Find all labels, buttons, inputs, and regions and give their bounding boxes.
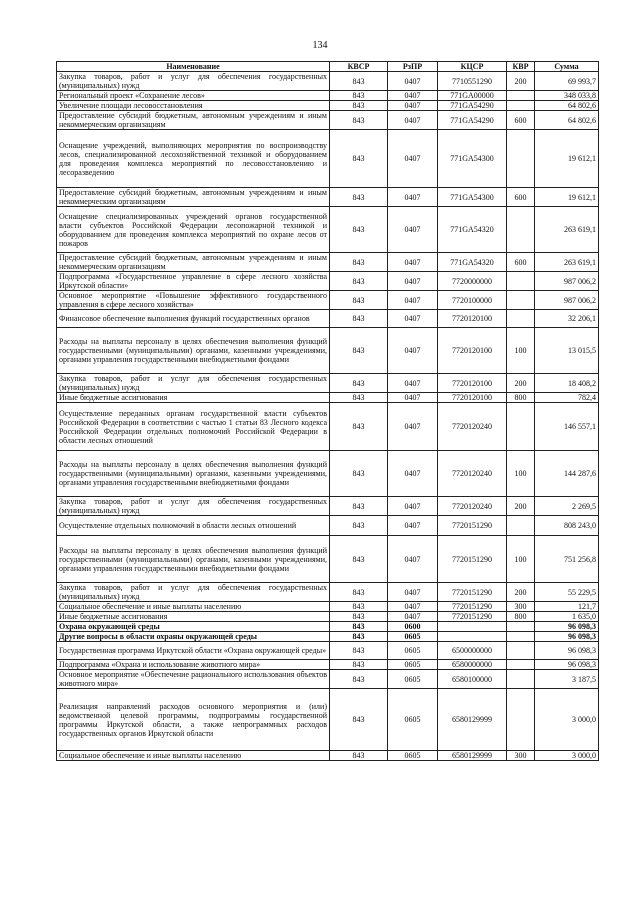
table-row [57, 272, 599, 291]
table-cell-kvsr: 843 [330, 291, 388, 310]
table-cell-kcsr: 771GA00000 [438, 91, 507, 101]
table-cell-kvsr: 843 [330, 130, 388, 188]
table-cell-sum: 987 006,2 [535, 272, 599, 291]
table-cell-sum: 55 229,5 [535, 583, 599, 602]
table-row [57, 632, 599, 642]
table-cell-kvr [507, 403, 535, 451]
table-cell-name: Основное мероприятие «Обеспечение рационального использования объектов животного мира» [57, 670, 330, 689]
table-cell-kcsr: 6580000000 [438, 660, 507, 670]
table-cell-rzpr: 0407 [388, 72, 438, 91]
table-cell-kcsr: 6500000000 [438, 642, 507, 660]
table-cell-sum: 3 000,0 [535, 751, 599, 761]
table-row [57, 101, 599, 111]
table-cell-kcsr: 7720151290 [438, 516, 507, 536]
table-header-row [57, 62, 599, 72]
table-cell-kvsr: 843 [330, 272, 388, 291]
table-cell-kvr: 600 [507, 253, 535, 272]
table-cell-kvr: 300 [507, 602, 535, 612]
table-cell-kvsr: 843 [330, 393, 388, 403]
table-cell-sum: 69 993,7 [535, 72, 599, 91]
table-cell-rzpr: 0407 [388, 374, 438, 393]
table-row [57, 130, 599, 188]
table-cell-sum: 348 033,8 [535, 91, 599, 101]
table-cell-kcsr: 7720151290 [438, 602, 507, 612]
table-cell-sum: 13 015,5 [535, 328, 599, 374]
table-cell-name: Финансовое обеспечение выполнения функций государственных органов [57, 310, 330, 328]
table-cell-rzpr: 0605 [388, 751, 438, 761]
table-cell-rzpr: 0407 [388, 451, 438, 497]
table-cell-rzpr: 0605 [388, 660, 438, 670]
table-row [57, 188, 599, 207]
table-cell-rzpr: 0407 [388, 516, 438, 536]
table-cell-kcsr: 7720151290 [438, 536, 507, 583]
table-row [57, 497, 599, 516]
table-cell-kcsr: 771GA54300 [438, 130, 507, 188]
table-cell-name: Социальное обеспечение и иные выплаты населению [57, 751, 330, 761]
table-cell-rzpr: 0605 [388, 642, 438, 660]
table-cell-sum: 96 098,3 [535, 622, 599, 632]
table-row [57, 374, 599, 393]
table-cell-kvr: 200 [507, 583, 535, 602]
table-cell-rzpr: 0407 [388, 393, 438, 403]
table-cell-kvsr: 843 [330, 660, 388, 670]
table-cell-kcsr: 771GA54300 [438, 188, 507, 207]
table-cell-name: Расходы на выплаты персоналу в целях обеспечения выполнения функций государственными (муниципальными) органами, казенными учреждениями, органами управления государственными внебюджетными фондами [57, 451, 330, 497]
table-cell-kvr [507, 516, 535, 536]
table-row [57, 72, 599, 91]
table-cell-sum: 121,7 [535, 602, 599, 612]
table-cell-kvsr: 843 [330, 111, 388, 130]
table-cell-sum: 146 557,1 [535, 403, 599, 451]
table-row [57, 393, 599, 403]
table-row [57, 602, 599, 612]
table-cell-kcsr: 7720120100 [438, 310, 507, 328]
table-row [57, 516, 599, 536]
table-cell-kcsr: 7720120240 [438, 403, 507, 451]
page-number: 134 [312, 40, 328, 51]
table-cell-kvsr: 843 [330, 583, 388, 602]
table-cell-kvsr: 843 [330, 632, 388, 642]
table-cell-sum: 808 243,0 [535, 516, 599, 536]
table-cell-kvr: 100 [507, 536, 535, 583]
header-kvsr: КВСР [330, 62, 388, 72]
table-cell-kcsr: 7720000000 [438, 272, 507, 291]
table-row [57, 111, 599, 130]
table-cell-rzpr: 0407 [388, 583, 438, 602]
table-cell-kvsr: 843 [330, 188, 388, 207]
table-cell-name: Предоставление субсидий бюджетным, автономным учреждениям и иным некоммерческим организациям [57, 188, 330, 207]
table-cell-kvr: 200 [507, 374, 535, 393]
table-cell-kvsr: 843 [330, 689, 388, 751]
table-cell-name: Увеличение площади лесовосстановления [57, 101, 330, 111]
table-cell-name: Закупка товаров, работ и услуг для обеспечения государственных (муниципальных) нужд [57, 583, 330, 602]
table-cell-kvsr: 843 [330, 374, 388, 393]
table-cell-kcsr: 6580129999 [438, 689, 507, 751]
table-cell-kcsr: 771GA54290 [438, 111, 507, 130]
table-row [57, 670, 599, 689]
table-cell-name: Закупка товаров, работ и услуг для обеспечения государственных (муниципальных) нужд [57, 374, 330, 393]
table-cell-name: Другие вопросы в области охраны окружающей среды [57, 632, 330, 642]
table-cell-name: Расходы на выплаты персоналу в целях обеспечения выполнения функций государственными (муниципальными) органами, казенными учреждениями, органами управления государственными внебюджетными фондами [57, 328, 330, 374]
table-row [57, 689, 599, 751]
table-cell-kvsr: 843 [330, 403, 388, 451]
table-body [57, 72, 599, 761]
table-cell-rzpr: 0605 [388, 632, 438, 642]
table-cell-kvr: 600 [507, 111, 535, 130]
table-cell-sum: 2 269,5 [535, 497, 599, 516]
table-cell-kcsr [438, 622, 507, 632]
table-cell-kvsr: 843 [330, 670, 388, 689]
header-kvr: КВР [507, 62, 535, 72]
table-cell-name: Подпрограмма «Охрана и использование животного мира» [57, 660, 330, 670]
table-cell-name: Государственная программа Иркутской области «Охрана окружающей среды» [57, 642, 330, 660]
table-cell-sum: 3 187,5 [535, 670, 599, 689]
table-cell-name: Подпрограмма «Государственное управление в сфере лесного хозяйства Иркутской области» [57, 272, 330, 291]
table-cell-name: Региональный проект «Сохранение лесов» [57, 91, 330, 101]
table-cell-name: Основное мероприятие «Повышение эффективного государственного управления в сфере лесного хозяйства» [57, 291, 330, 310]
table-cell-kvsr: 843 [330, 451, 388, 497]
table-cell-name: Предоставление субсидий бюджетным, автономным учреждениям и иным некоммерческим организациям [57, 111, 330, 130]
table-cell-kvr [507, 91, 535, 101]
table-cell-name: Закупка товаров, работ и услуг для обеспечения государственных (муниципальных) нужд [57, 72, 330, 91]
table-cell-sum: 144 287,6 [535, 451, 599, 497]
table-cell-sum: 987 006,2 [535, 291, 599, 310]
table-cell-kcsr: 771GA54320 [438, 207, 507, 253]
table-cell-name: Оснащение учреждений, выполняющих мероприятия по воспроизводству лесов, специализированной лесохозяйственной техникой и оборудованием для проведения комплекса мероприятий по лесовосстановлению и лесоразведению [57, 130, 330, 188]
table-row [57, 612, 599, 622]
table-row [57, 660, 599, 670]
budget-table [56, 61, 599, 761]
table-cell-sum: 263 619,1 [535, 207, 599, 253]
table-cell-name: Иные бюджетные ассигнования [57, 612, 330, 622]
table-cell-kvr [507, 632, 535, 642]
table-cell-name: Социальное обеспечение и иные выплаты населению [57, 602, 330, 612]
table-cell-rzpr: 0407 [388, 91, 438, 101]
header-sum: Сумма [535, 62, 599, 72]
table-cell-sum: 64 802,6 [535, 101, 599, 111]
table-cell-rzpr: 0407 [388, 111, 438, 130]
table-cell-kvr: 100 [507, 451, 535, 497]
table-cell-rzpr: 0407 [388, 291, 438, 310]
table-cell-rzpr: 0407 [388, 403, 438, 451]
table-cell-name: Оснащение специализированных учреждений органов государственной власти субъектов Российской Федерации лесопожарной техникой и оборудованием для проведения комплекса мероприятий по охране лесов от пожаров [57, 207, 330, 253]
table-cell-kcsr: 7720120100 [438, 328, 507, 374]
table-cell-rzpr: 0605 [388, 689, 438, 751]
table-cell-kcsr: 7720151290 [438, 612, 507, 622]
table-cell-kvsr: 843 [330, 253, 388, 272]
table-cell-sum: 3 000,0 [535, 689, 599, 751]
table-row [57, 253, 599, 272]
table-cell-kvsr: 843 [330, 497, 388, 516]
table-cell-kvr [507, 642, 535, 660]
table-cell-sum: 96 098,3 [535, 632, 599, 642]
table-cell-kvr: 800 [507, 612, 535, 622]
table-cell-rzpr: 0407 [388, 101, 438, 111]
table-cell-rzpr: 0407 [388, 536, 438, 583]
table-row [57, 583, 599, 602]
table-cell-sum: 64 802,6 [535, 111, 599, 130]
table-cell-rzpr: 0600 [388, 622, 438, 632]
table-cell-kcsr: 7720120100 [438, 393, 507, 403]
table-cell-kvsr: 843 [330, 622, 388, 632]
table-cell-sum: 32 206,1 [535, 310, 599, 328]
table-cell-rzpr: 0407 [388, 207, 438, 253]
table-cell-kvr: 800 [507, 393, 535, 403]
table-cell-kvsr: 843 [330, 612, 388, 622]
table-cell-kvsr: 843 [330, 516, 388, 536]
table-cell-name: Охрана окружающей среды [57, 622, 330, 632]
table-cell-kcsr [438, 632, 507, 642]
table-cell-kcsr: 7720120240 [438, 497, 507, 516]
table-row [57, 403, 599, 451]
header-rzpr: РзПР [388, 62, 438, 72]
table-row [57, 91, 599, 101]
table-cell-name: Реализация направлений расходов основного мероприятия и (или) ведомственной целевой программы, подпрограммы государственной программы Иркутской области, а также непрограммных расходов государственных органов Иркутской области [57, 689, 330, 751]
table-cell-kvr: 300 [507, 751, 535, 761]
table-row [57, 328, 599, 374]
table-cell-sum: 18 408,2 [535, 374, 599, 393]
table-cell-kvsr: 843 [330, 72, 388, 91]
table-cell-kvr [507, 310, 535, 328]
table-cell-kvsr: 843 [330, 751, 388, 761]
table-cell-kcsr: 7720100000 [438, 291, 507, 310]
table-cell-name: Иные бюджетные ассигнования [57, 393, 330, 403]
table-cell-kvr [507, 101, 535, 111]
table-cell-sum: 782,4 [535, 393, 599, 403]
table-cell-sum: 19 612,1 [535, 130, 599, 188]
table-cell-kcsr: 6580100000 [438, 670, 507, 689]
table-cell-kvsr: 843 [330, 207, 388, 253]
header-kcsr: КЦСР [438, 62, 507, 72]
table-cell-kvr [507, 291, 535, 310]
table-cell-kcsr: 7720120240 [438, 451, 507, 497]
table-cell-rzpr: 0407 [388, 328, 438, 374]
table-cell-kvr: 100 [507, 328, 535, 374]
table-cell-rzpr: 0407 [388, 130, 438, 188]
table-row [57, 451, 599, 497]
table-row [57, 291, 599, 310]
table-cell-kvsr: 843 [330, 91, 388, 101]
table-cell-name: Осуществление отдельных полномочий в области лесных отношений [57, 516, 330, 536]
table-cell-name: Осуществление переданных органам государственной власти субъектов Российской Федерации в соответствии с частью 1 статьи 83 Лесного кодекса Российской Федерации отдельных полномочий Российской Федерации в области лесных отношений [57, 403, 330, 451]
table-cell-kvr: 200 [507, 497, 535, 516]
table-cell-rzpr: 0407 [388, 612, 438, 622]
table-cell-name: Предоставление субсидий бюджетным, автономным учреждениям и иным некоммерческим организациям [57, 253, 330, 272]
table-cell-sum: 263 619,1 [535, 253, 599, 272]
table-cell-kcsr: 7720120100 [438, 374, 507, 393]
header-name: Наименование [57, 62, 330, 72]
table-cell-kvr [507, 272, 535, 291]
table-cell-kcsr: 6580129999 [438, 751, 507, 761]
table-cell-kvr [507, 207, 535, 253]
table-cell-rzpr: 0407 [388, 310, 438, 328]
table-cell-kvr [507, 660, 535, 670]
table-cell-rzpr: 0407 [388, 253, 438, 272]
table-cell-kcsr: 771GA54320 [438, 253, 507, 272]
table-row [57, 622, 599, 632]
table-cell-kvsr: 843 [330, 310, 388, 328]
table-cell-kcsr: 771GA54290 [438, 101, 507, 111]
table-cell-name: Закупка товаров, работ и услуг для обеспечения государственных (муниципальных) нужд [57, 497, 330, 516]
table-cell-kcsr: 7720151290 [438, 583, 507, 602]
table-cell-kvr [507, 130, 535, 188]
table-row [57, 310, 599, 328]
table-cell-sum: 751 256,8 [535, 536, 599, 583]
table-cell-name: Расходы на выплаты персоналу в целях обеспечения выполнения функций государственными (муниципальными) органами, казенными учреждениями, органами управления государственными внебюджетными фондами [57, 536, 330, 583]
table-cell-kvsr: 843 [330, 101, 388, 111]
table-row [57, 751, 599, 761]
table-cell-sum: 96 098,3 [535, 660, 599, 670]
table-cell-kvsr: 843 [330, 536, 388, 583]
table-cell-kvr [507, 622, 535, 632]
table-cell-kvr: 200 [507, 72, 535, 91]
table-cell-kvr: 600 [507, 188, 535, 207]
table-row [57, 536, 599, 583]
table-cell-rzpr: 0407 [388, 188, 438, 207]
table-cell-rzpr: 0407 [388, 602, 438, 612]
table-cell-rzpr: 0605 [388, 670, 438, 689]
table-cell-sum: 19 612,1 [535, 188, 599, 207]
table-cell-kcsr: 7710551290 [438, 72, 507, 91]
table-cell-rzpr: 0407 [388, 497, 438, 516]
table-row [57, 207, 599, 253]
table-cell-kvsr: 843 [330, 602, 388, 612]
table-cell-sum: 1 635,0 [535, 612, 599, 622]
table-cell-kvsr: 843 [330, 328, 388, 374]
table-cell-kvr [507, 689, 535, 751]
table-cell-kvsr: 843 [330, 642, 388, 660]
table-cell-kvr [507, 670, 535, 689]
table-row [57, 642, 599, 660]
table-cell-sum: 96 098,3 [535, 642, 599, 660]
table-cell-rzpr: 0407 [388, 272, 438, 291]
